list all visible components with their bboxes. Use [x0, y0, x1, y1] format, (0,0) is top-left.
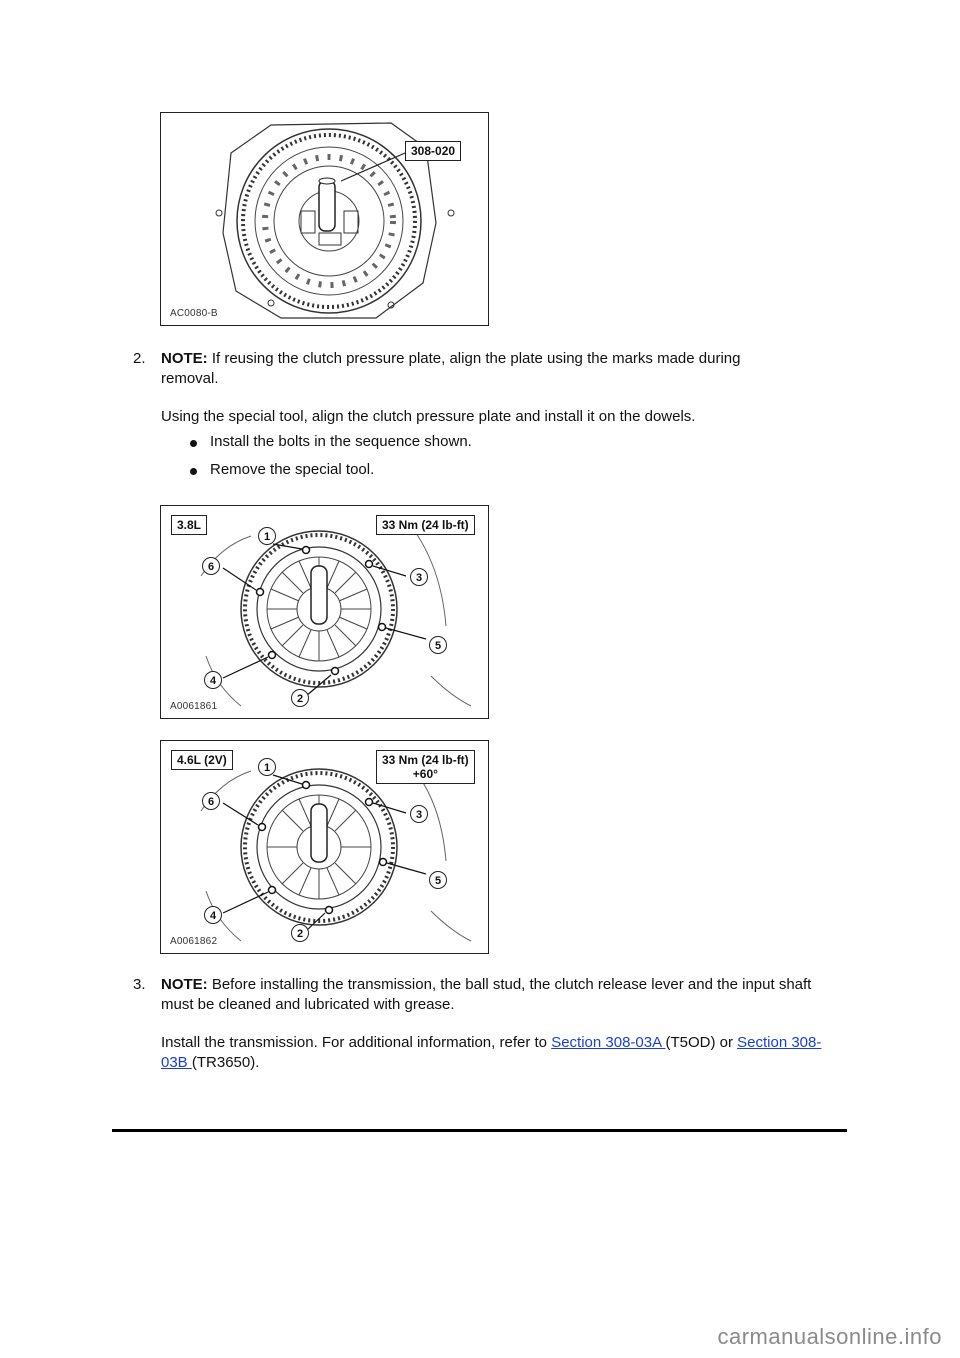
- step-number: 2.: [133, 350, 146, 367]
- bullet-text: Remove the special tool.: [210, 461, 375, 478]
- step-number: 3.: [133, 976, 146, 993]
- sequence-marker: 6: [202, 557, 220, 575]
- engine-label: 4.6L (2V): [171, 750, 233, 770]
- watermark: carmanualsonline.info: [717, 1324, 942, 1349]
- figure-pressure-plate-3-8l: [160, 505, 489, 719]
- instruction-text: Install the transmission. For additional information, refer to: [161, 1034, 552, 1051]
- instruction-text: (TR3650).: [191, 1054, 260, 1071]
- figure-id: AC0080-B: [170, 308, 218, 319]
- page-divider: [112, 1129, 847, 1132]
- note-text: Before installing the transmission, the ball stud, the clutch release lever and the input shaft must be cleaned and lubricated with grease.: [161, 976, 812, 1013]
- section-308-03a-link[interactable]: Section 308-03A: [551, 1034, 666, 1051]
- sequence-marker: 3: [410, 805, 428, 823]
- figure-pressure-plate-4-6l: [160, 740, 489, 954]
- section-308-03b-link[interactable]: Section 308-03B: [161, 1034, 822, 1071]
- sequence-marker: 2: [291, 924, 309, 942]
- step-instruction: Using the special tool, align the clutch pressure plate and install it on the dowels.: [161, 408, 696, 425]
- bullet-text: Install the bolts in the sequence shown.: [210, 433, 472, 450]
- engine-label: 3.8L: [171, 515, 207, 535]
- sequence-marker: 5: [429, 636, 447, 654]
- figure-flywheel-alignment-tool: [160, 112, 489, 326]
- torque-angle: +60°: [412, 767, 438, 781]
- bullet-dot: [190, 468, 197, 475]
- figure-id: A0061862: [170, 936, 218, 947]
- sequence-marker: 4: [204, 906, 222, 924]
- sequence-marker: 2: [291, 689, 309, 707]
- torque-spec: 33 Nm (24 lb-ft): [376, 515, 475, 535]
- sequence-marker: 1: [258, 527, 276, 545]
- sequence-marker: 4: [204, 671, 222, 689]
- torque-value: 33 Nm (24 lb-ft): [382, 753, 469, 767]
- instruction-text: (T5OD) or: [665, 1034, 738, 1051]
- note-label: NOTE:: [161, 976, 208, 993]
- sequence-marker: 6: [202, 792, 220, 810]
- step-note: [161, 975, 841, 1015]
- bullet-dot: [190, 440, 197, 447]
- sequence-marker: 5: [429, 871, 447, 889]
- figure-id: A0061861: [170, 701, 218, 712]
- note-text: If reusing the clutch pressure plate, align the plate using the marks made during removal.: [161, 350, 741, 387]
- tool-callout: 308-020: [405, 141, 461, 161]
- sequence-marker: 1: [258, 758, 276, 776]
- step-instruction: [161, 1033, 841, 1073]
- torque-spec: [376, 750, 475, 784]
- sequence-marker: 3: [410, 568, 428, 586]
- note-label: NOTE:: [161, 350, 208, 367]
- step-note: [161, 349, 791, 389]
